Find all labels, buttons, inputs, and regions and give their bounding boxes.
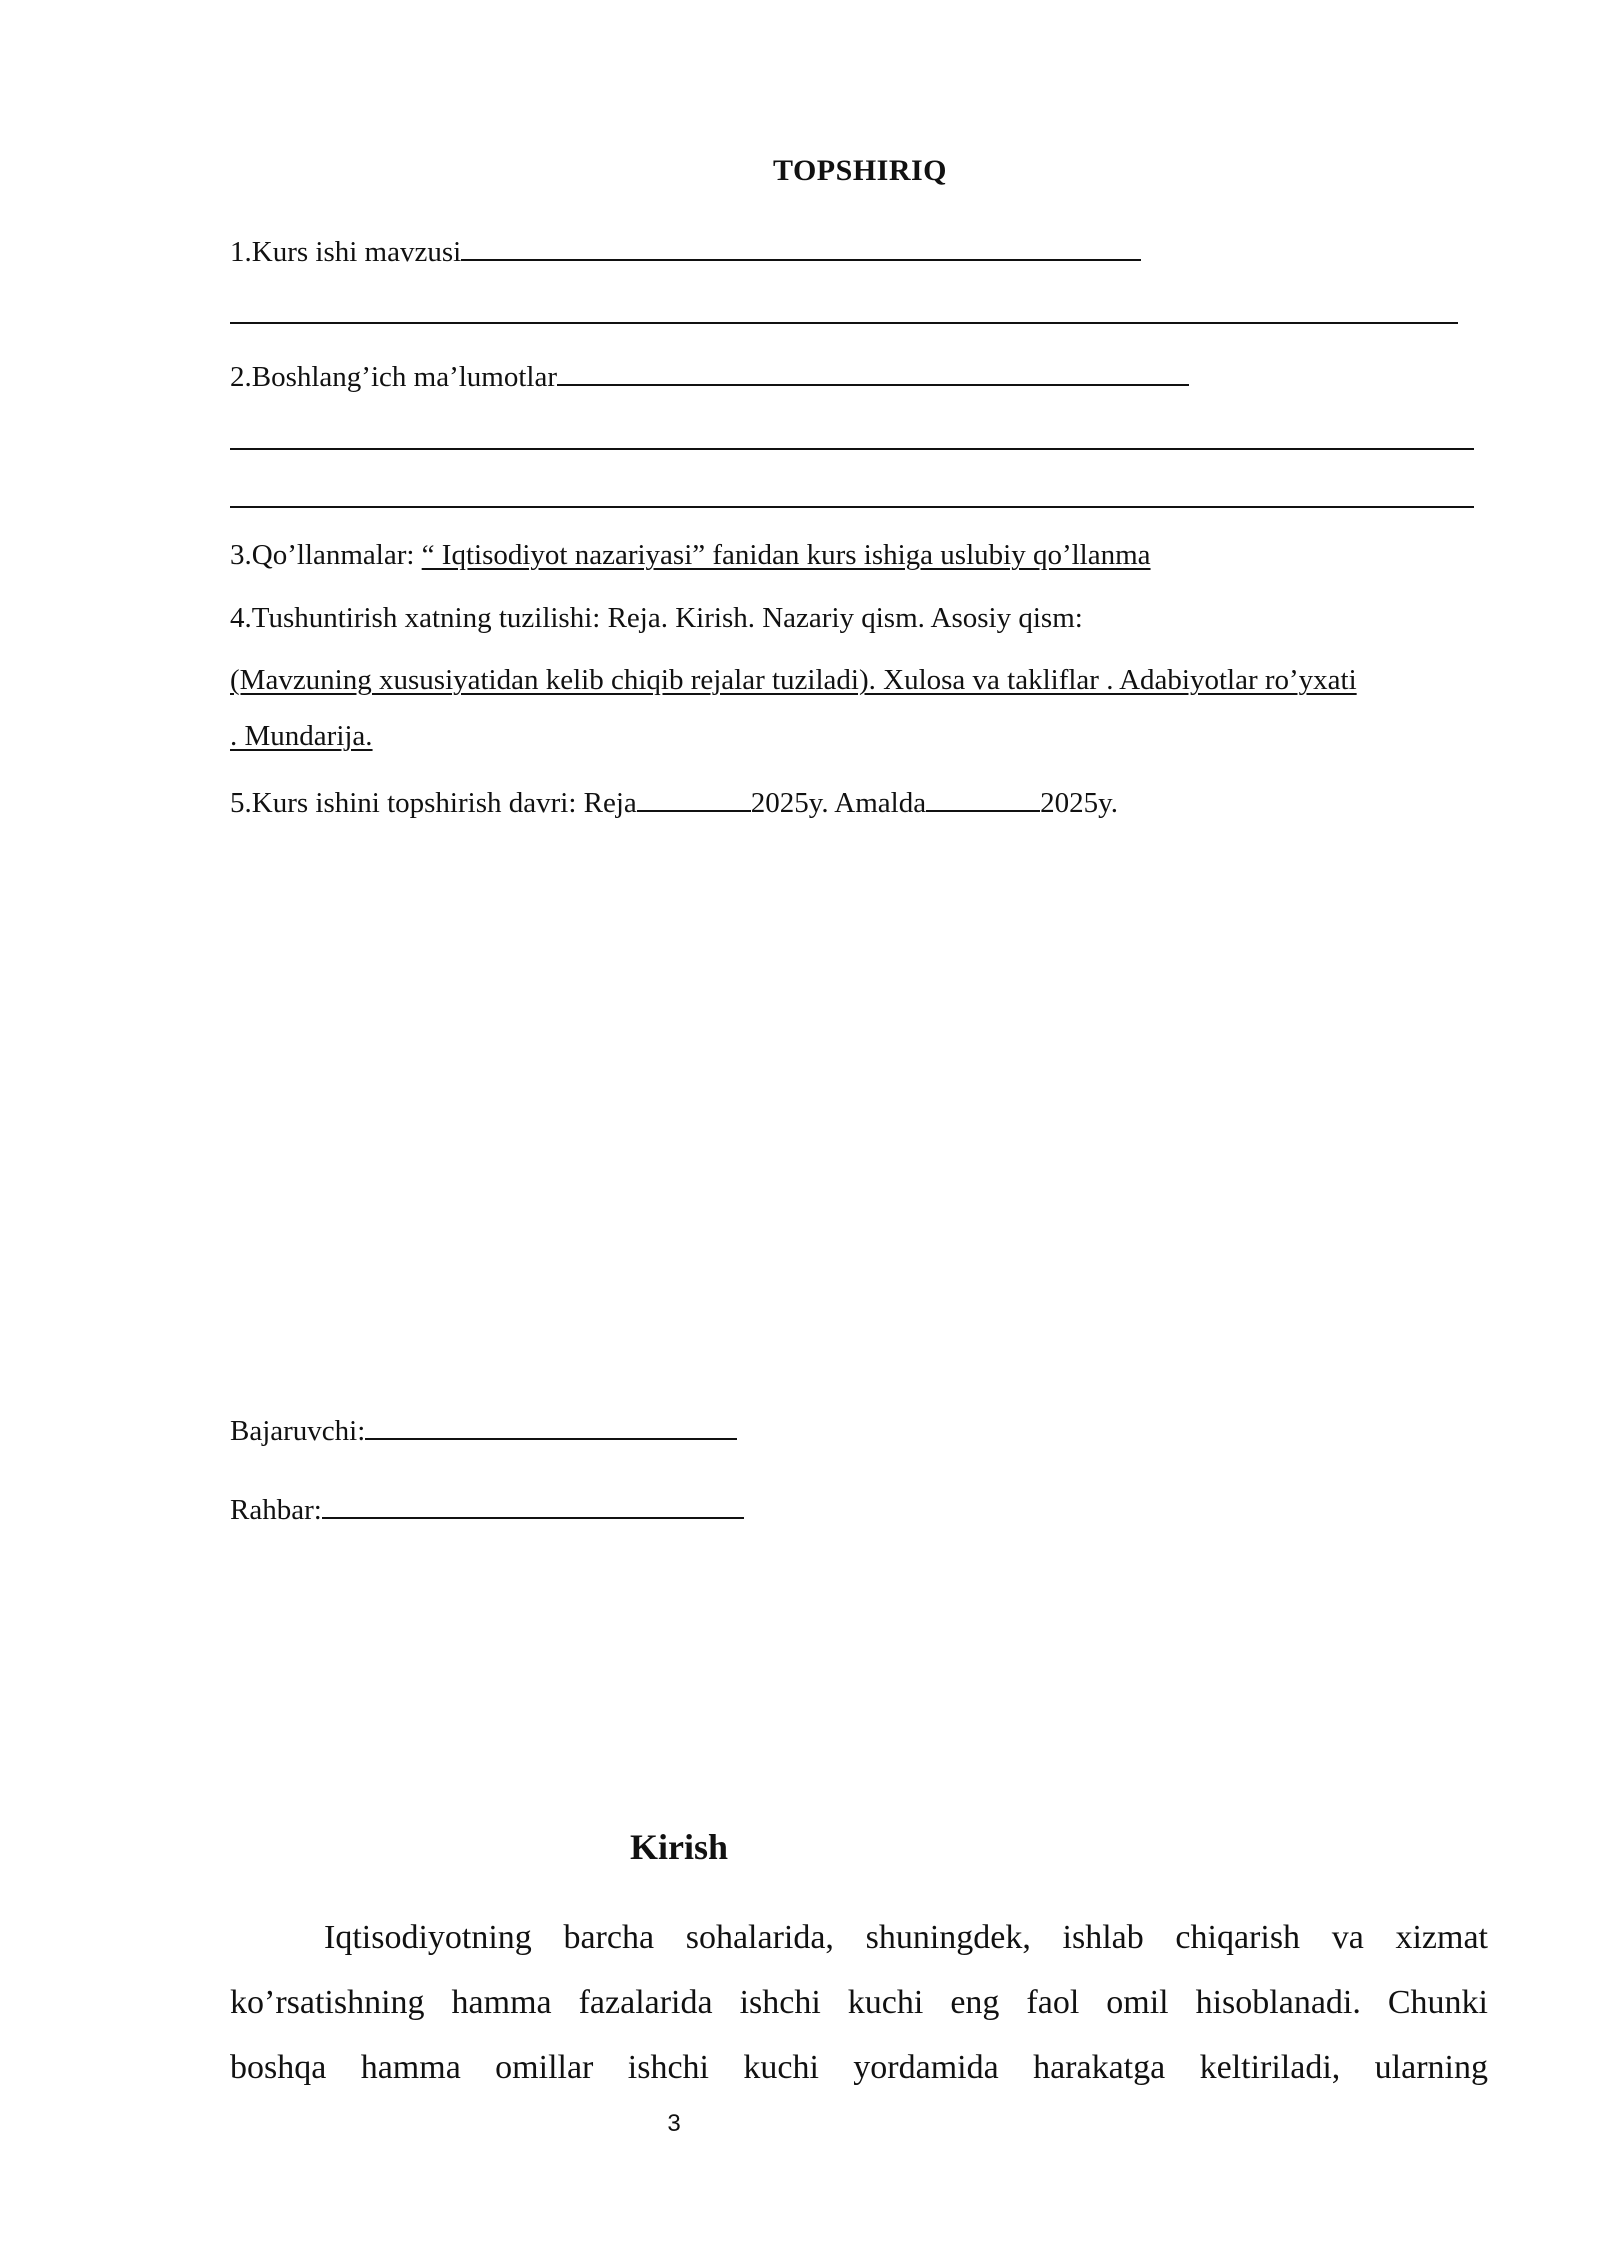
supervisor-signature-line [230,1489,744,1528]
deadline-line [230,782,1118,821]
initial-data-blank [557,356,1189,386]
course-topic-label: 1.Kurs ishi mavzusi [230,236,462,268]
executor-signature-line [230,1410,737,1449]
page-number: 3 [667,2110,681,2137]
executor-blank [365,1410,737,1440]
deadline-plan-blank [637,782,751,812]
initial-data-blank-line-2 [230,448,1474,450]
deadline-label: 5.Kurs ishini topshirish davri: Reja [230,787,637,819]
executor-label: Bajaruvchi: [230,1415,366,1447]
deadline-actual-blank [926,782,1040,812]
supervisor-label: Rahbar: [230,1494,322,1526]
initial-data-label: 2.Boshlang’ich ma’lumotlar [230,361,557,393]
intro-line: Iqtisodiyotning barcha sohalarida, shuningdek, ishlab chiqarish va xizmat [324,1919,1488,1956]
manuals-reference: “ Iqtisodiyot nazariyasi” fanidan kurs ishiga uslubiy qo’llanma [421,539,1151,571]
deadline-plan-year: 2025y. Amalda [750,787,927,819]
initial-data-blank-line-3 [230,506,1474,508]
manuals-label: 3.Qo’llanmalar: [230,539,422,571]
intro-line: boshqa hamma omillar ishchi kuchi yordamida harakatga keltiriladi, ularning [230,2049,1488,2086]
manuals-line [230,537,1151,573]
supervisor-blank [322,1489,744,1519]
intro-line: ko’rsatishning hamma fazalarida ishchi kuchi eng faol omil hisoblanadi. Chunki [230,1984,1488,2021]
structure-line-3: . Mundarija. [230,720,373,752]
deadline-actual-year: 2025y. [1040,787,1118,819]
course-topic-line [230,231,1141,270]
course-topic-blank [461,231,1141,261]
initial-data-line [230,356,1189,395]
structure-line-1: 4.Tushuntirish xatning tuzilishi: Reja. Kirish. Nazariy qism. Asosiy qism: [230,602,1083,634]
intro-paragraph [230,1905,1488,2100]
structure-line-2: (Mavzuning xususiyatidan kelib chiqib rejalar tuziladi). Xulosa va takliflar . Adabiyotlar ro’yxati [230,664,1357,696]
page-title: TOPSHIRIQ [773,154,947,187]
intro-heading: Kirish [630,1827,729,1867]
course-topic-blank-line-2 [230,322,1458,324]
